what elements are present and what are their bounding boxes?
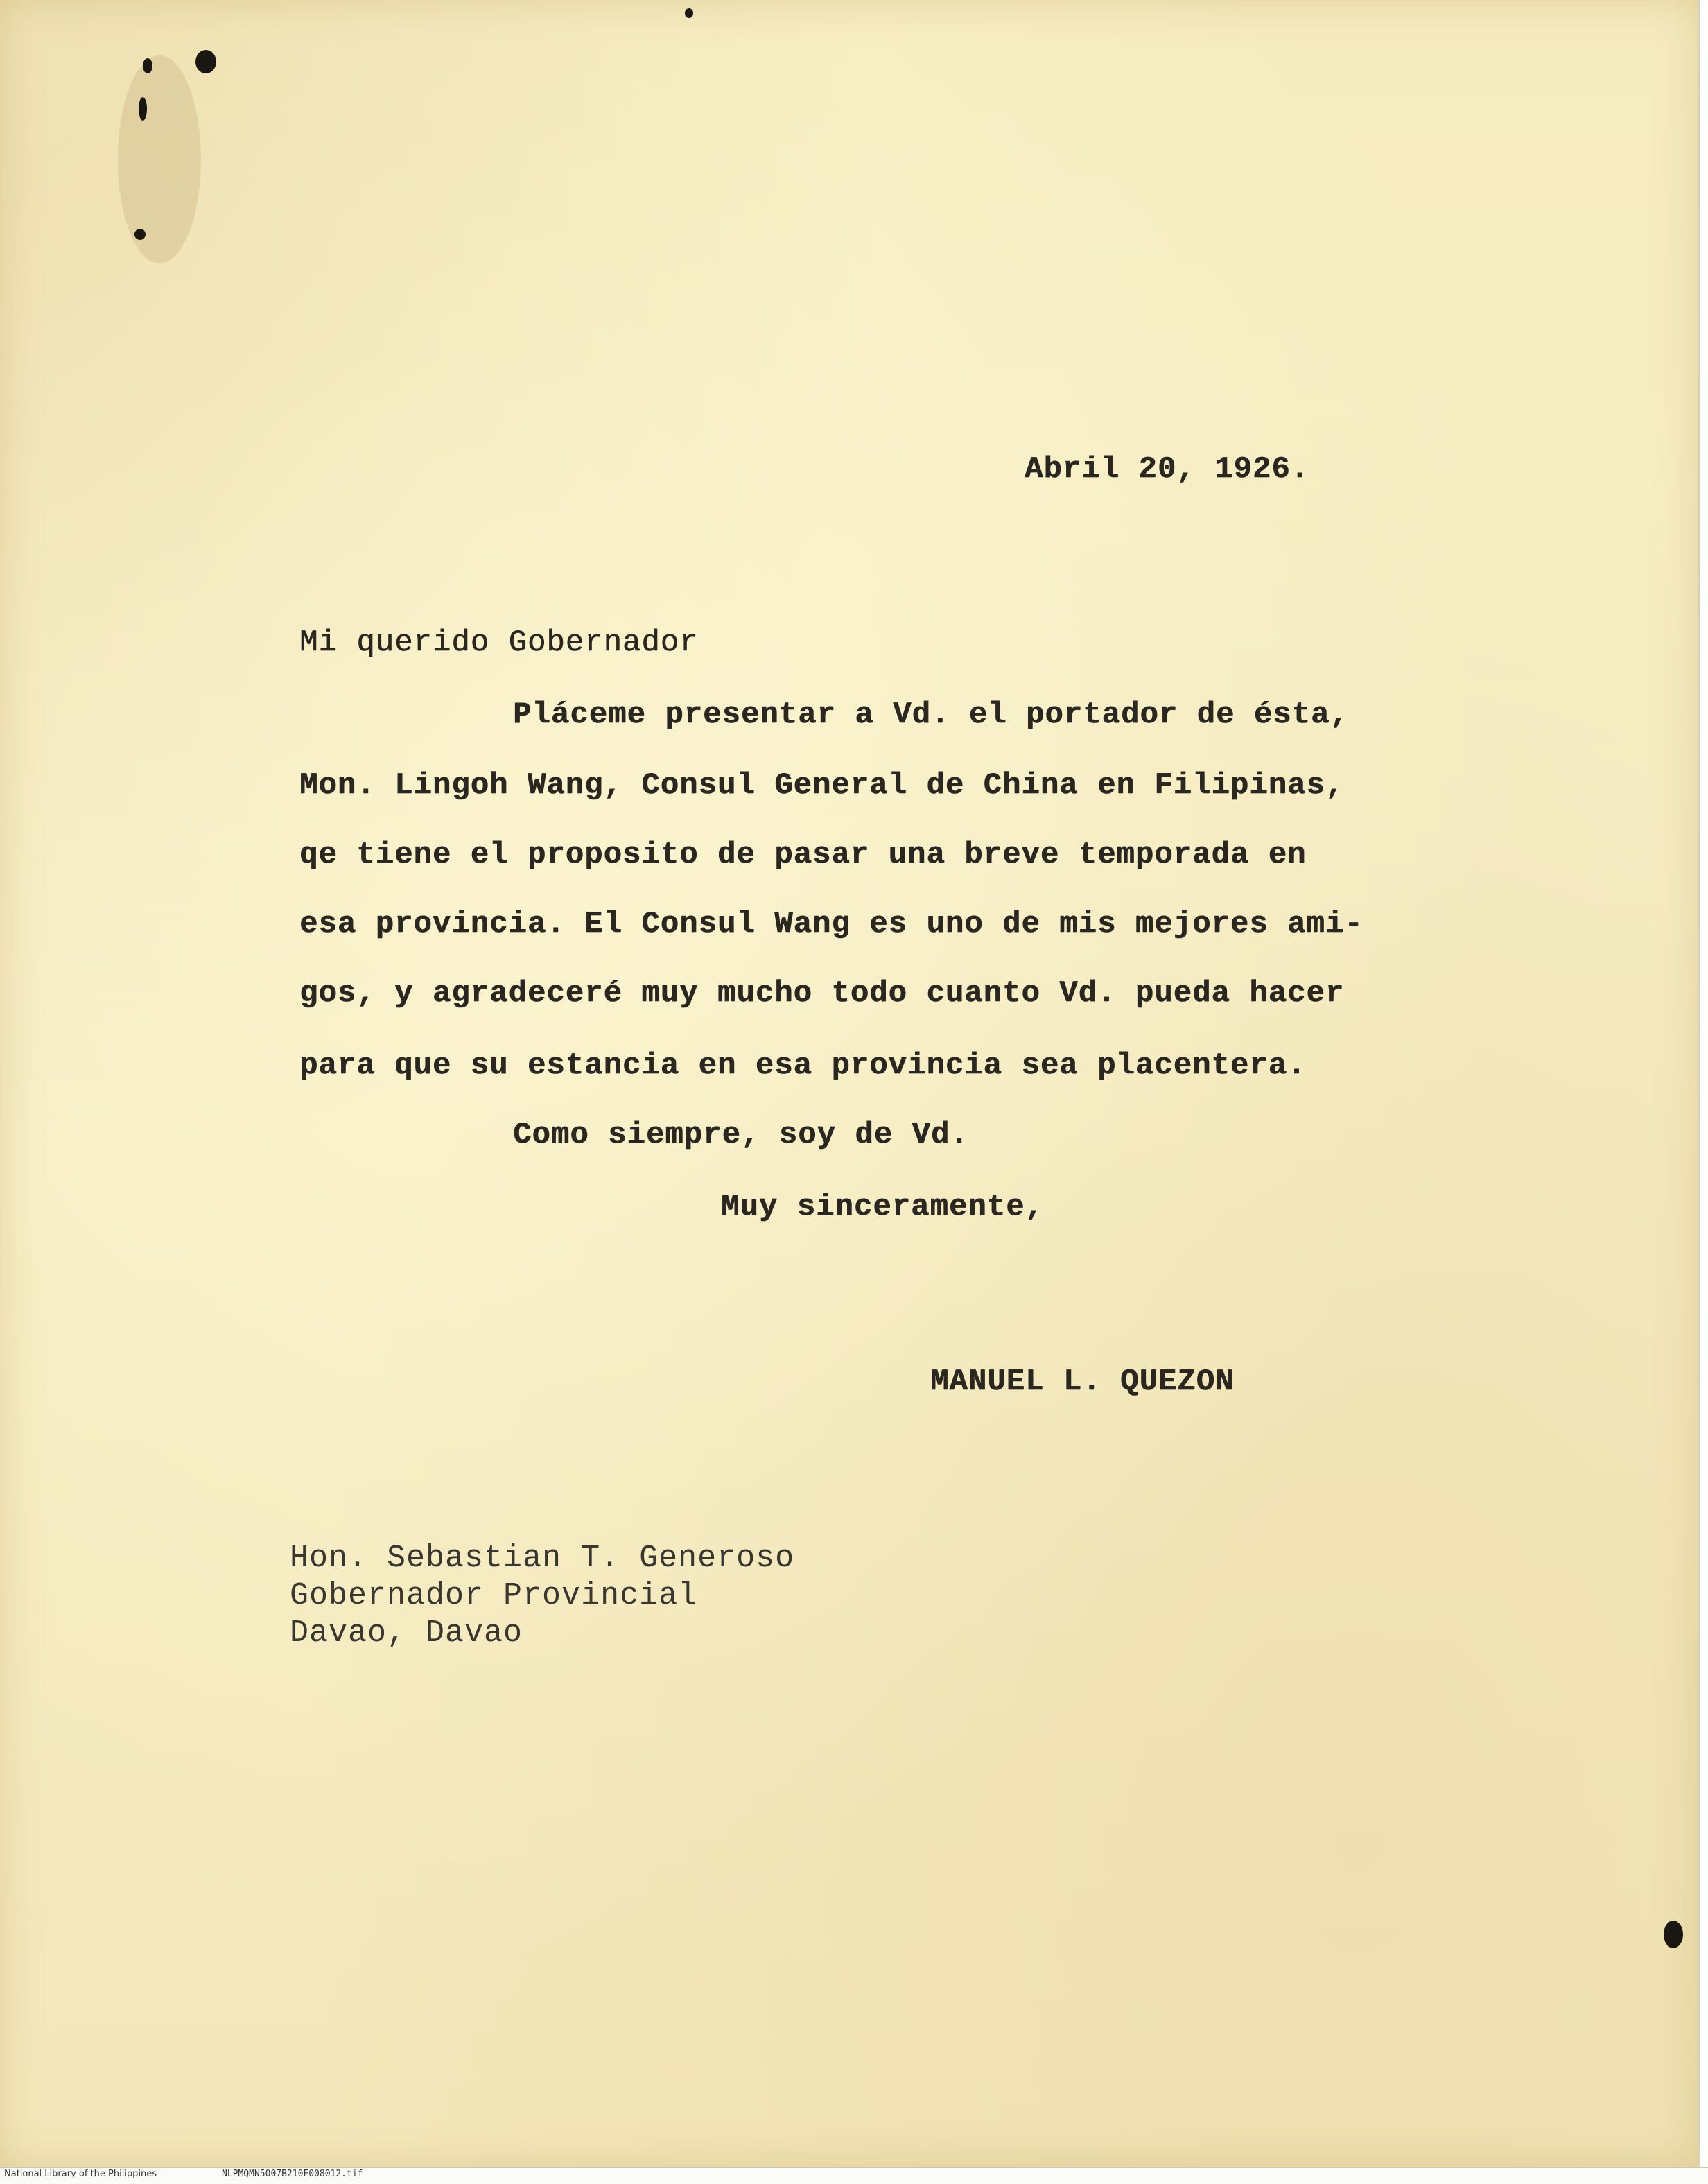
footer-file-name: NLPMQMN5007B210F008012.tif: [222, 2169, 363, 2179]
scan-margin-right: [1698, 0, 1708, 2183]
ink-spot: [195, 50, 216, 73]
ink-spot: [134, 229, 146, 240]
stain: [118, 55, 201, 263]
ink-spot: [685, 8, 693, 18]
body-line: qe tiene el proposito de pasar una breve temporada en: [299, 838, 1307, 872]
footer-institution: National Library of the Philippines: [4, 2169, 157, 2179]
closing-line: Como siempre, soy de Vd.: [513, 1118, 969, 1152]
addressee-line: Hon. Sebastian T. Generoso: [290, 1541, 795, 1576]
body-line: Pláceme presentar a Vd. el portador de ésta,: [513, 697, 1349, 732]
complimentary-close: Muy sinceramente,: [721, 1190, 1044, 1224]
ink-spot: [143, 58, 152, 73]
addressee-line: Davao, Davao: [290, 1615, 523, 1651]
body-line: gos, y agradeceré muy mucho todo cuanto Vd. pueda hacer: [299, 976, 1345, 1011]
letter-date: Abril 20, 1926.: [1025, 452, 1310, 487]
body-line: para que su estancia en esa provincia sea placentera.: [299, 1048, 1307, 1083]
ink-spot: [139, 97, 147, 121]
body-line: Mon. Lingoh Wang, Consul General de China en Filipinas,: [299, 768, 1345, 803]
body-line: esa provincia. El Consul Wang es uno de mis mejores ami-: [299, 907, 1363, 942]
signature-name: MANUEL L. QUEZON: [930, 1364, 1235, 1399]
addressee-line: Gobernador Provincial: [290, 1578, 698, 1613]
ink-spot: [1664, 1921, 1683, 1948]
salutation: Mi querido Gobernador: [299, 625, 699, 660]
